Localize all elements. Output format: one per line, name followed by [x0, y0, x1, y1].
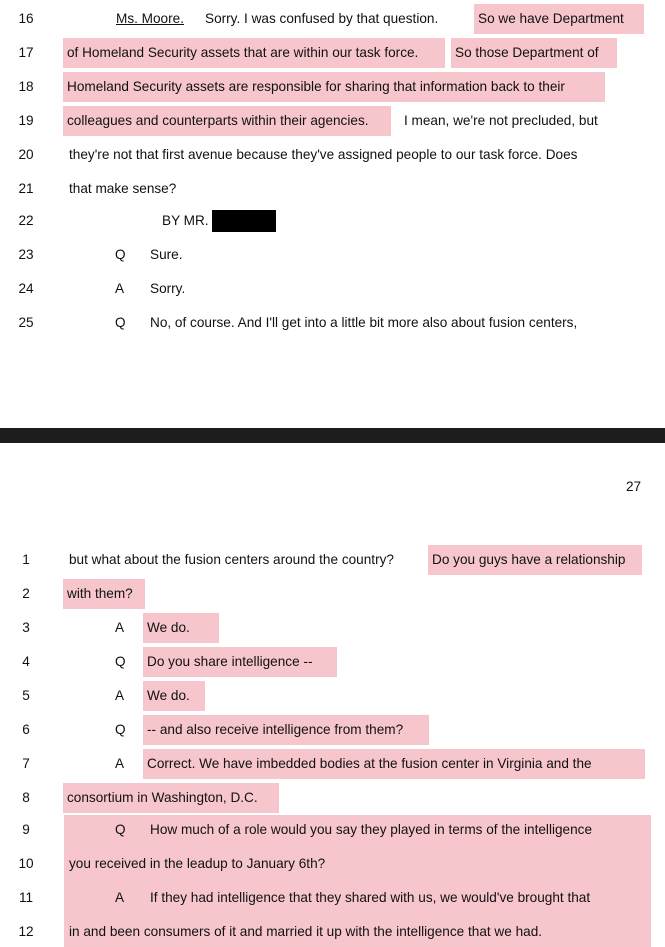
line-number: 7 [22, 756, 30, 771]
line-number: 25 [18, 315, 34, 330]
line-number: 12 [18, 924, 34, 939]
line-number: 10 [18, 856, 34, 871]
transcript-line [0, 75, 665, 99]
line-text: I mean, we're not precluded, but [404, 113, 598, 128]
line-text: Sure. [150, 247, 183, 262]
highlighted-text: So those Department of [451, 38, 617, 68]
transcript-line [0, 109, 665, 133]
transcript-line [0, 311, 665, 335]
line-number: 5 [22, 688, 30, 703]
line-number: 2 [22, 586, 30, 601]
line-text: Sorry. I was confused by that question. [205, 11, 439, 26]
line-number: 22 [18, 213, 34, 228]
line-text: that make sense? [69, 181, 177, 196]
line-number: 6 [22, 722, 30, 737]
transcript-line [0, 143, 665, 167]
speaker-tag: A [115, 620, 125, 635]
page-number: 27 [626, 479, 642, 494]
line-text: BY MR. [162, 213, 209, 228]
line-number: 19 [18, 113, 34, 128]
line-number: 20 [18, 147, 34, 162]
speaker-tag: A [115, 890, 125, 905]
line-number: 11 [18, 890, 34, 905]
highlighted-text: Correct. We have imbedded bodies at the fusion center in Virginia and the [143, 749, 645, 779]
speaker-tag: Q [115, 247, 126, 262]
speaker-tag: A [115, 688, 125, 703]
line-text: but what about the fusion centers around the country? [69, 552, 394, 567]
highlighted-text: Do you guys have a relationship [428, 545, 642, 575]
redaction-box [212, 210, 276, 232]
highlighted-text: We do. [143, 681, 205, 711]
line-number: 9 [22, 822, 30, 837]
transcript-line [0, 752, 665, 776]
line-number: 18 [18, 79, 34, 94]
highlighted-text: colleagues and counterparts within their agencies. [63, 106, 391, 136]
speaker-tag: A [115, 281, 125, 296]
transcript-line [0, 209, 665, 233]
page-divider [0, 428, 665, 443]
speaker-name: Ms. Moore. [116, 11, 184, 26]
highlighted-text: of Homeland Security assets that are within our task force. [63, 38, 445, 68]
line-number: 24 [18, 281, 34, 296]
transcript-line [0, 852, 665, 876]
line-number: 4 [22, 654, 30, 669]
examiner-heading [159, 209, 279, 233]
transcript-page-top [0, 0, 665, 428]
highlighted-text: How much of a role would you say they played in terms of the intelligence [150, 822, 593, 837]
highlighted-text: We do. [143, 613, 219, 643]
transcript-line [0, 786, 665, 810]
line-number: 21 [18, 181, 34, 196]
highlighted-text: -- and also receive intelligence from them? [143, 715, 429, 745]
highlighted-text: If they had intelligence that they shared with us, we would've brought that [150, 890, 591, 905]
line-number: 23 [18, 247, 34, 262]
transcript-line [0, 277, 665, 301]
highlighted-text: you received in the leadup to January 6th? [69, 856, 326, 871]
transcript-line [0, 243, 665, 267]
transcript-line [0, 548, 665, 572]
speaker-tag: Q [115, 315, 126, 330]
transcript-line [0, 920, 665, 944]
line-number: 3 [22, 620, 30, 635]
transcript-line [0, 818, 665, 842]
transcript-line [0, 684, 665, 708]
transcript-line [0, 886, 665, 910]
speaker-tag: Q [115, 722, 126, 737]
transcript-line [0, 177, 665, 201]
line-number: 1 [22, 552, 30, 567]
transcript-line [0, 41, 665, 65]
line-text: No, of course. And I'll get into a little bit more also about fusion centers, [150, 315, 578, 330]
highlighted-text: consortium in Washington, D.C. [63, 783, 279, 813]
transcript-line [0, 718, 665, 742]
highlighted-text: Do you share intelligence -- [143, 647, 337, 677]
line-text: Sorry. [150, 281, 186, 296]
highlighted-text: So we have Department [474, 4, 644, 34]
line-number: 16 [18, 11, 34, 26]
transcript-line [0, 7, 665, 31]
highlighted-text: Homeland Security assets are responsible for sharing that information back to their [63, 72, 605, 102]
speaker-tag: A [115, 756, 125, 771]
transcript-line [0, 582, 665, 606]
transcript-line [0, 650, 665, 674]
line-number: 17 [18, 45, 34, 60]
line-text: they're not that first avenue because they've assigned people to our task force. Does [69, 147, 578, 162]
speaker-tag: Q [115, 654, 126, 669]
highlighted-text: with them? [63, 579, 145, 609]
transcript-line [0, 616, 665, 640]
speaker-tag: Q [115, 822, 126, 837]
line-number: 8 [22, 790, 30, 805]
highlighted-text: in and been consumers of it and married it up with the intelligence that we had. [69, 924, 543, 939]
transcript-page-bottom [0, 443, 665, 947]
